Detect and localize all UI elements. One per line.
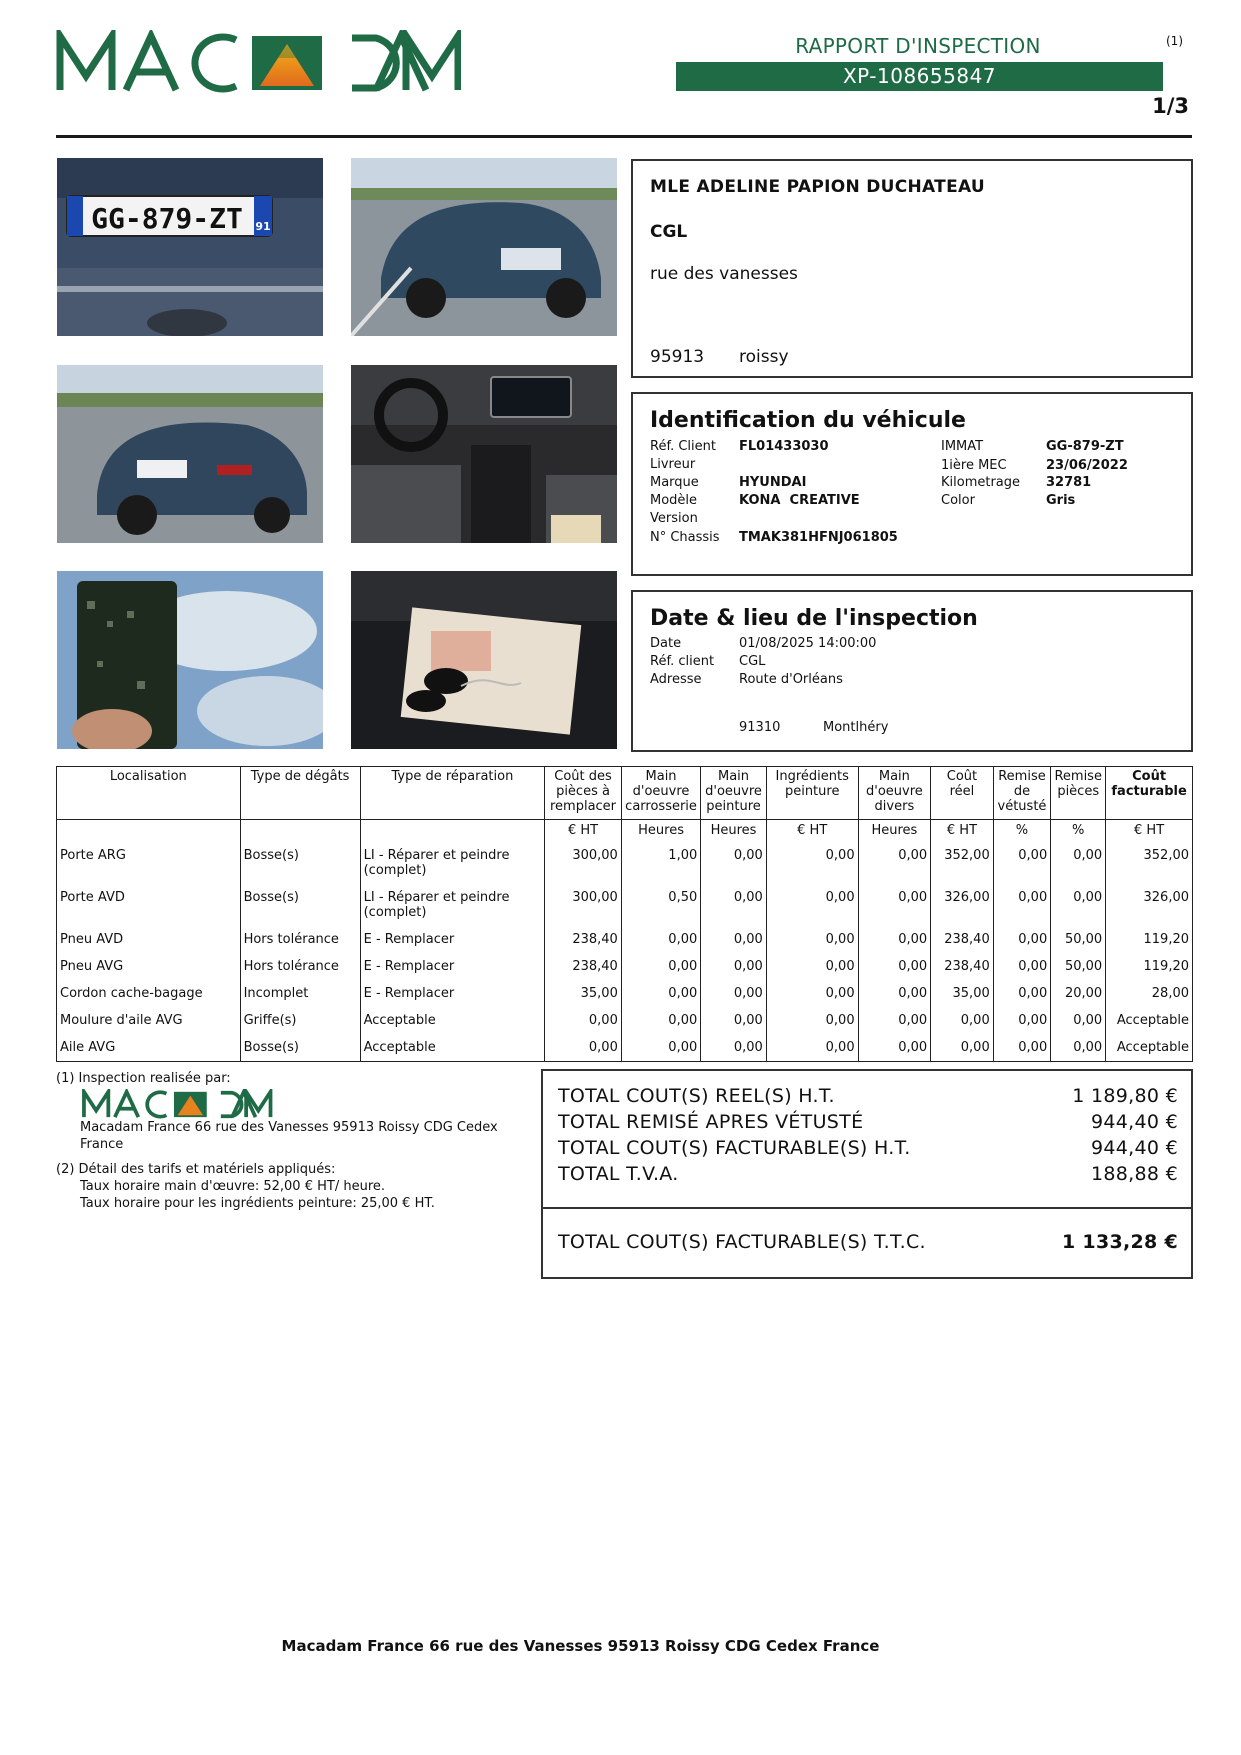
table-cell: 0,00 <box>766 926 858 953</box>
unit-cell: € HT <box>766 820 858 842</box>
macadam-logo <box>56 30 461 94</box>
table-cell: 0,00 <box>1051 884 1106 926</box>
unit-cell: % <box>1051 820 1106 842</box>
table-cell: 0,00 <box>766 1007 858 1034</box>
table-cell: Bosse(s) <box>240 842 360 884</box>
table-cell: 0,00 <box>766 1034 858 1062</box>
company-address: Macadam France 66 rue des Vanesses 95913 Roissy CDG Cedex France <box>80 1120 498 1152</box>
table-cell: 238,40 <box>931 953 994 980</box>
report-number: XP-108655847 <box>676 62 1163 91</box>
column-header: Localisation <box>57 767 241 820</box>
total-value: 1 189,80 € <box>1072 1085 1178 1107</box>
total-row <box>558 1085 1178 1107</box>
table-cell: 0,00 <box>621 1007 700 1034</box>
table-cell: 50,00 <box>1051 926 1106 953</box>
vehicle-label: IMMAT <box>941 439 984 454</box>
page-number: 1/3 <box>1152 94 1189 118</box>
table-cell: 0,00 <box>993 1034 1050 1062</box>
photo-rear <box>57 365 323 543</box>
table-cell: Moulure d'aile AVG <box>57 1007 241 1034</box>
total-final-row <box>558 1231 1178 1253</box>
total-final-label: TOTAL COUT(S) FACTURABLE(S) T.T.C. <box>558 1231 926 1253</box>
table-cell: 0,00 <box>858 884 931 926</box>
unit-cell: € HT <box>1106 820 1193 842</box>
macadam-small-logo <box>78 1089 276 1119</box>
unit-cell <box>57 820 241 842</box>
table-cell: Bosse(s) <box>240 1034 360 1062</box>
table-cell: 0,00 <box>621 953 700 980</box>
inspection-city: Montlhéry <box>823 720 889 735</box>
vehicle-label: Livreur <box>650 457 696 472</box>
vehicle-value: KONA CREATIVE <box>739 493 860 508</box>
vehicle-section-title: Identification du véhicule <box>650 408 966 433</box>
table-cell: 0,00 <box>621 980 700 1007</box>
table-cell: 0,00 <box>621 926 700 953</box>
table-cell: 0,00 <box>701 1034 767 1062</box>
total-value: 944,40 € <box>1090 1111 1178 1133</box>
repairs-table <box>56 766 1193 1062</box>
photo-rear-plate <box>57 158 323 336</box>
table-cell: 238,40 <box>545 926 622 953</box>
vehicle-label: Color <box>941 493 975 508</box>
table-cell: 300,00 <box>545 884 622 926</box>
notes-block <box>56 1070 536 1212</box>
table-row <box>57 884 1193 926</box>
table-cell: 0,00 <box>931 1007 994 1034</box>
vehicle-label: Modèle <box>650 493 698 508</box>
column-header: Main d'oeuvre carrosserie <box>621 767 700 820</box>
table-cell: 352,00 <box>931 842 994 884</box>
table-cell: 0,00 <box>621 1034 700 1062</box>
table-cell: 326,00 <box>1106 884 1193 926</box>
column-header: Remise de vétusté <box>993 767 1050 820</box>
column-header: Coût facturable <box>1106 767 1193 820</box>
table-cell: E - Remplacer <box>360 926 545 953</box>
inspection-address-label: Adresse <box>650 672 702 687</box>
table-cell: Bosse(s) <box>240 884 360 926</box>
vehicle-identification-box <box>631 392 1193 576</box>
inspection-box <box>631 590 1193 752</box>
unit-cell: Heures <box>621 820 700 842</box>
vehicle-value: Gris <box>1046 493 1076 508</box>
table-cell: 1,00 <box>621 842 700 884</box>
table-cell: 35,00 <box>931 980 994 1007</box>
units-row <box>57 820 1193 842</box>
table-cell: 0,00 <box>701 980 767 1007</box>
column-header: Coût des pièces à remplacer <box>545 767 622 820</box>
unit-cell: Heures <box>858 820 931 842</box>
owner-street: rue des vanesses <box>650 264 798 284</box>
vehicle-label: Marque <box>650 475 699 490</box>
table-cell: 0,00 <box>701 842 767 884</box>
table-cell: Porte ARG <box>57 842 241 884</box>
table-cell: 0,00 <box>701 1007 767 1034</box>
vehicle-label: N° Chassis <box>650 530 720 545</box>
table-cell: Incomplet <box>240 980 360 1007</box>
unit-cell <box>240 820 360 842</box>
table-cell: 0,00 <box>858 953 931 980</box>
photo-keys <box>351 571 617 749</box>
table-cell: 352,00 <box>1106 842 1193 884</box>
vehicle-label: Réf. Client <box>650 439 716 454</box>
vehicle-value: GG-879-ZT <box>1046 439 1124 454</box>
table-row <box>57 1034 1193 1062</box>
table-cell: 20,00 <box>1051 980 1106 1007</box>
table-cell: Acceptable <box>1106 1034 1193 1062</box>
column-header: Coût réel <box>931 767 994 820</box>
table-cell: 0,00 <box>766 884 858 926</box>
total-value: 944,40 € <box>1090 1137 1178 1159</box>
inspection-date: 01/08/2025 14:00:00 <box>739 636 877 651</box>
table-cell: E - Remplacer <box>360 953 545 980</box>
table-cell: 35,00 <box>545 980 622 1007</box>
column-header: Type de réparation <box>360 767 545 820</box>
table-cell: 0,00 <box>858 926 931 953</box>
table-cell: 0,00 <box>1051 842 1106 884</box>
footer-address: Macadam France 66 rue des Vanesses 95913 Roissy CDG Cedex France <box>281 1637 880 1655</box>
table-cell: 0,00 <box>545 1034 622 1062</box>
table-cell: 0,00 <box>993 980 1050 1007</box>
table-cell: 238,40 <box>545 953 622 980</box>
table-row <box>57 980 1193 1007</box>
table-cell: 0,00 <box>993 953 1050 980</box>
table-cell: 0,50 <box>621 884 700 926</box>
note-marker: (1) <box>1166 34 1183 48</box>
table-cell: 0,00 <box>701 926 767 953</box>
table-cell: 0,00 <box>1051 1007 1106 1034</box>
table-cell: 50,00 <box>1051 953 1106 980</box>
owner-name: MLE ADELINE PAPION DUCHATEAU <box>650 177 986 197</box>
table-header-row <box>57 767 1193 820</box>
table-cell: 0,00 <box>993 842 1050 884</box>
table-cell: Griffe(s) <box>240 1007 360 1034</box>
owner-company: CGL <box>650 222 688 242</box>
table-cell: 119,20 <box>1106 926 1193 953</box>
table-cell: 28,00 <box>1106 980 1193 1007</box>
plate-dept-photo: 91 <box>255 220 271 233</box>
note-rates: (2) Détail des tarifs et matériels appliqués: <box>56 1162 336 1177</box>
rate-labour: Taux horaire main d'œuvre: 52,00 € HT/ heure. <box>80 1179 386 1194</box>
vehicle-value: TMAK381HFNJ061805 <box>739 530 898 545</box>
inspection-zip: 91310 <box>739 720 781 735</box>
table-cell: 0,00 <box>993 884 1050 926</box>
table-cell: 0,00 <box>766 980 858 1007</box>
table-cell: 0,00 <box>993 1007 1050 1034</box>
table-cell: Porte AVD <box>57 884 241 926</box>
table-cell: 0,00 <box>858 980 931 1007</box>
table-cell: Acceptable <box>360 1007 545 1034</box>
rate-paint: Taux horaire pour les ingrédients peinture: 25,00 € HT. <box>80 1196 435 1211</box>
vehicle-label: 1ière MEC <box>941 458 1007 473</box>
total-final-value: 1 133,28 € <box>1062 1231 1178 1253</box>
vehicle-value: 32781 <box>1046 475 1092 490</box>
table-cell: Aile AVG <box>57 1034 241 1062</box>
table-cell: Acceptable <box>360 1034 545 1062</box>
total-label: TOTAL COUT(S) FACTURABLE(S) H.T. <box>558 1137 911 1159</box>
table-cell: Cordon cache-bagage <box>57 980 241 1007</box>
table-cell: 0,00 <box>931 1034 994 1062</box>
table-cell: Hors tolérance <box>240 926 360 953</box>
table-cell: 0,00 <box>993 926 1050 953</box>
table-cell: 0,00 <box>858 1034 931 1062</box>
table-cell: Pneu AVD <box>57 926 241 953</box>
total-row <box>558 1137 1178 1159</box>
total-value: 188,88 € <box>1090 1163 1178 1185</box>
inspection-ref-label: Réf. client <box>650 654 715 669</box>
table-cell: E - Remplacer <box>360 980 545 1007</box>
table-cell: Hors tolérance <box>240 953 360 980</box>
table-row <box>57 926 1193 953</box>
table-row <box>57 1007 1193 1034</box>
total-label: TOTAL REMISÉ APRES VÉTUSTÉ <box>558 1111 864 1133</box>
owner-city: roissy <box>739 347 789 367</box>
total-row <box>558 1163 1178 1185</box>
table-cell: 119,20 <box>1106 953 1193 980</box>
plate-text-photo: GG-879-ZT <box>91 202 243 235</box>
vehicle-value: HYUNDAI <box>739 475 807 490</box>
unit-cell: % <box>993 820 1050 842</box>
owner-zip: 95913 <box>650 347 705 367</box>
column-header: Remise pièces <box>1051 767 1106 820</box>
total-label: TOTAL COUT(S) REEL(S) H.T. <box>558 1085 835 1107</box>
totals-box <box>541 1069 1193 1279</box>
table-cell: 0,00 <box>545 1007 622 1034</box>
photo-interior <box>351 365 617 543</box>
column-header: Main d'oeuvre divers <box>858 767 931 820</box>
table-cell: 0,00 <box>766 953 858 980</box>
vehicle-value: FL01433030 <box>739 439 829 454</box>
table-cell: Pneu AVG <box>57 953 241 980</box>
table-cell: 326,00 <box>931 884 994 926</box>
header-divider <box>56 135 1192 138</box>
table-cell: 300,00 <box>545 842 622 884</box>
owner-box <box>631 159 1193 378</box>
totals-divider <box>543 1207 1191 1209</box>
column-header: Main d'oeuvre peinture <box>701 767 767 820</box>
total-row <box>558 1111 1178 1133</box>
vehicle-value: 23/06/2022 <box>1046 458 1128 473</box>
table-row <box>57 842 1193 884</box>
note-inspector: (1) Inspection realisée par: <box>56 1071 231 1086</box>
inspection-date-label: Date <box>650 636 682 651</box>
table-cell: 0,00 <box>1051 1034 1106 1062</box>
table-cell: LI - Réparer et peindre (complet) <box>360 842 545 884</box>
unit-cell: Heures <box>701 820 767 842</box>
inspection-ref: CGL <box>739 654 766 669</box>
vehicle-label: Version <box>650 511 698 526</box>
column-header: Type de dégâts <box>240 767 360 820</box>
photo-windshield <box>57 571 323 749</box>
vehicle-label: Kilometrage <box>941 475 1021 490</box>
table-row <box>57 953 1193 980</box>
table-cell: 238,40 <box>931 926 994 953</box>
table-cell: 0,00 <box>858 1007 931 1034</box>
column-header: Ingrédients peinture <box>766 767 858 820</box>
inspection-address: Route d'Orléans <box>739 672 843 687</box>
table-cell: LI - Réparer et peindre (complet) <box>360 884 545 926</box>
unit-cell <box>360 820 545 842</box>
unit-cell: € HT <box>545 820 622 842</box>
total-label: TOTAL T.V.A. <box>558 1163 679 1185</box>
unit-cell: € HT <box>931 820 994 842</box>
photo-front <box>351 158 617 336</box>
table-cell: 0,00 <box>701 884 767 926</box>
table-cell: 0,00 <box>858 842 931 884</box>
inspection-section-title: Date & lieu de l'inspection <box>650 606 978 631</box>
table-cell: Acceptable <box>1106 1007 1193 1034</box>
table-cell: 0,00 <box>766 842 858 884</box>
report-title: RAPPORT D'INSPECTION <box>795 34 1041 58</box>
table-cell: 0,00 <box>701 953 767 980</box>
